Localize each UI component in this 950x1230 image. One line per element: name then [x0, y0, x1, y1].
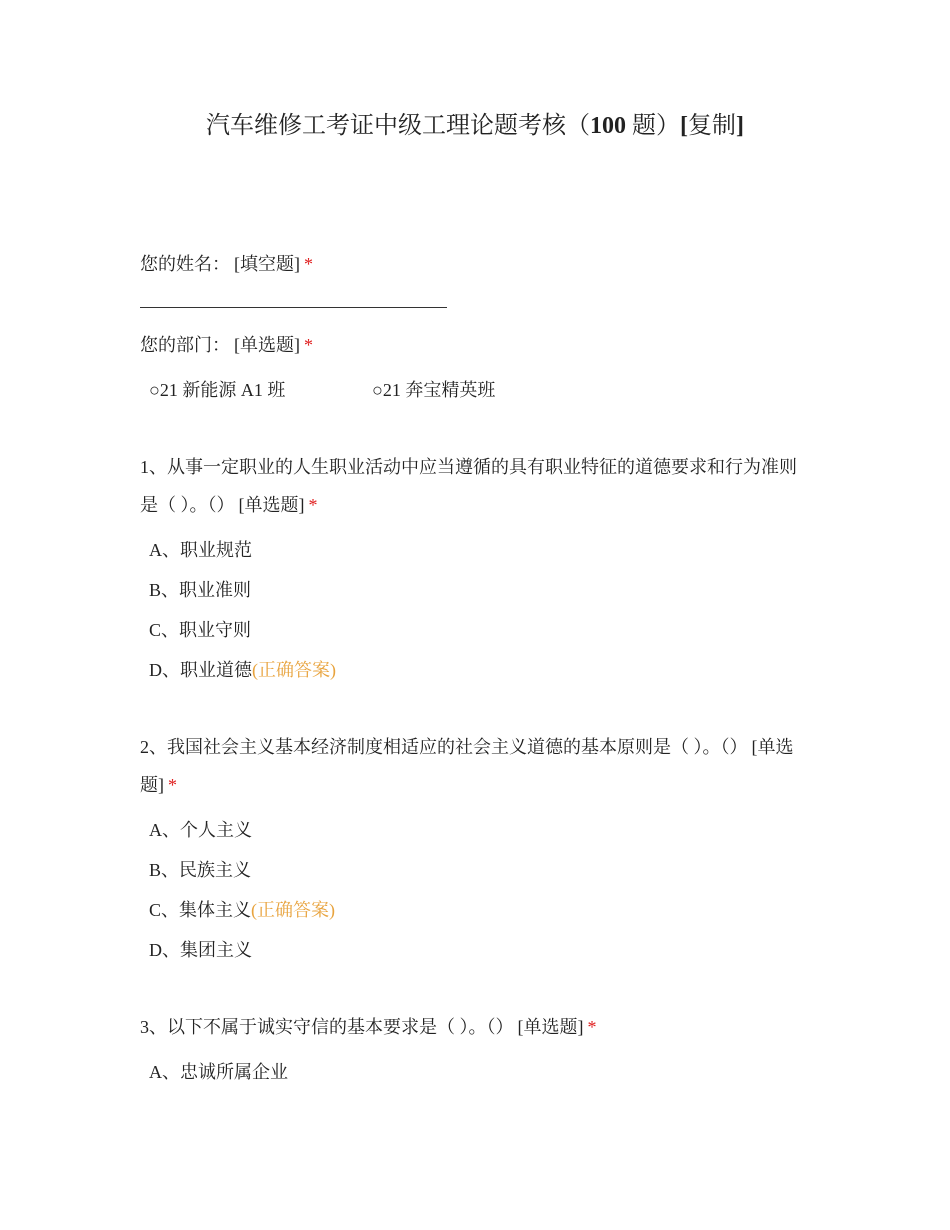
title-text-suffix: 题）: [626, 113, 680, 139]
title-text: 汽车维修工考证中级工理论题考核（: [206, 113, 590, 139]
dept-label: 您的部门：: [140, 335, 230, 355]
question-type: [单选题]: [140, 737, 794, 795]
question-text: 2、我国社会主义基本经济制度相适应的社会主义道德的基本原则是（ ）。（）: [140, 737, 748, 757]
option-label: D、集团主义: [149, 940, 252, 960]
dept-option-1[interactable]: ○21 新能源 A1 班: [149, 380, 286, 400]
option-label: A、职业规范: [149, 540, 252, 560]
option-label: C、集体主义: [149, 900, 252, 920]
name-input-line[interactable]: [140, 307, 447, 308]
correct-answer-tag: (正确答案): [252, 660, 336, 680]
title-bracket-close: ]: [736, 113, 744, 139]
q2-option-c[interactable]: [149, 898, 335, 922]
title-count: 100: [590, 113, 626, 139]
option-label: A、个人主义: [149, 820, 252, 840]
page-title: [0, 108, 950, 144]
q1-option-b[interactable]: [149, 578, 251, 602]
correct-answer-tag: (正确答案): [251, 900, 336, 920]
q1-option-d[interactable]: [149, 658, 336, 682]
required-mark: *: [308, 495, 318, 515]
title-copy-tag: 复制: [688, 113, 736, 139]
required-mark: *: [304, 254, 313, 274]
title-bracket-open: [: [680, 113, 688, 139]
q1-option-a[interactable]: [149, 538, 252, 562]
question-type: [单选题]: [238, 495, 305, 515]
name-question: [140, 245, 810, 283]
dept-option-2[interactable]: ○21 奔宝精英班: [372, 380, 496, 400]
question-2: [140, 728, 810, 804]
question-1: [140, 448, 810, 524]
required-mark: *: [587, 1017, 597, 1037]
required-mark: *: [304, 335, 313, 355]
option-label: A、忠诚所属企业: [149, 1062, 288, 1082]
required-mark: *: [168, 775, 177, 795]
q2-option-a[interactable]: [149, 818, 252, 842]
option-label: B、职业准则: [149, 580, 252, 600]
q2-option-b[interactable]: [149, 858, 251, 882]
option-label: B、民族主义: [149, 860, 252, 880]
option-label: D、职业道德: [149, 660, 252, 680]
question-type: [填空题]: [234, 254, 300, 274]
q1-option-c[interactable]: [149, 618, 251, 642]
q3-option-a[interactable]: [149, 1060, 288, 1084]
option-label: C、职业守则: [149, 620, 252, 640]
question-type: [单选题]: [234, 335, 300, 355]
q2-option-d[interactable]: [149, 938, 252, 962]
question-text: 1、从事一定职业的人生职业活动中应当遵循的具有职业特征的道德要求和行为准则是（ ）。（）: [140, 457, 797, 515]
dept-question: [140, 326, 810, 364]
question-3: [140, 1008, 810, 1046]
question-text: 3、以下不属于诚实守信的基本要求是（ ）。（）: [140, 1017, 514, 1037]
question-type: [单选题]: [517, 1017, 584, 1037]
name-label: 您的姓名：: [140, 254, 230, 274]
